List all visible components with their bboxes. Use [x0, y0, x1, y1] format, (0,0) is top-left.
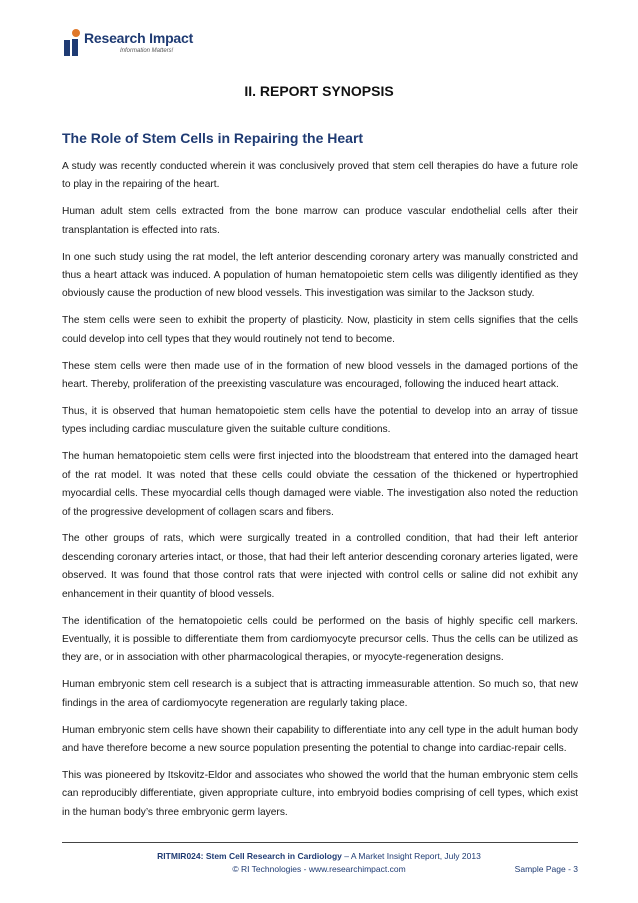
paragraph: These stem cells were then made use of in the formation of new blood vessels in the damaged portions of the heart. Thereby, proliferation of the preexisting vasculature was encouraged, following the induced heart attack.	[62, 360, 578, 391]
footer-copyright: © RI Technologies - www.researchimpact.com	[232, 864, 406, 874]
research-impact-logo	[62, 24, 202, 64]
footer-report-meta: – A Market Insight Report, July 2013	[344, 851, 481, 861]
body-content	[62, 158, 578, 831]
logo-mark-icon	[62, 28, 82, 58]
footer-divider	[62, 842, 578, 843]
paragraph: Human embryonic stem cell research is a subject that is attracting immeasurable attention. So much so, that new findings in the area of cardiomyocyte regeneration are regularly taking place.	[62, 679, 578, 709]
paragraph: Thus, it is observed that human hematopoietic stem cells have the potential to develop into an array of tissue types including cardiac musculature given the suitable culture conditions.	[62, 405, 578, 436]
paragraph: The identification of the hematopoietic cells could be performed on the basis of highly specific cell markers. Eventually, it is possible to differentiate them from cardiomyocyte precursor cells. Thus the cells can be utilized as they are, or in association with other pharmacological therapies, or myocyte-regeneration designs.	[62, 615, 578, 664]
footer-report-code: RITMIR024: Stem Cell Research in Cardiology	[157, 851, 342, 861]
footer-page-number: Sample Page - 3	[514, 864, 578, 874]
logo-name: Research Impact	[84, 30, 194, 46]
paragraph: A study was recently conducted wherein it was conclusively proved that stem cell therapies do have a future role to play in the repairing of the heart.	[62, 161, 578, 191]
paragraph: The human hematopoietic stem cells were first injected into the bloodstream that entered into the damaged heart of the rat model. It was noted that these cells could obviate the cessation of the thickened or hypertrophied myocardial cells. These myocardial cells though damaged were viable. The investigation also noted the reduction of the progressive development of collagen scars and fibers.	[62, 451, 578, 518]
footer-report-line	[0, 851, 638, 861]
page-title: II. REPORT SYNOPSIS	[244, 83, 394, 99]
paragraph: Human embryonic stem cells have shown their capability to differentiate into any cell type in the adult human body and have therefore become a new source population presenting the potential to change into cardiac-repair cells.	[62, 724, 578, 754]
paragraph: The stem cells were seen to exhibit the property of plasticity. Now, plasticity in stem cells signifies that the cells could develop into cell types that they would routinely not tend to become.	[62, 315, 578, 345]
paragraph: This was pioneered by Itskovitz-Eldor and associates who showed the world that the human embryonic stem cells can reproducibly differentiate, given appropriate culture, into embryoid bodies comprising of cell types, which exist in the human body’s three embryonic germ layers.	[62, 769, 578, 818]
paragraph: In one such study using the rat model, the left anterior descending coronary artery was manually constricted and thus a heart attack was induced. A population of human hematopoietic stem cells was diligently identified as they obviously cause the production of new blood vessels. This investigation was similar to the Jackson study.	[62, 251, 578, 300]
paragraph: The other groups of rats, which were surgically treated in a controlled condition, that had their left anterior descending coronary arteries intact, or those, that had their left anterior descending coronary arteries ligated, were observed. It was found that those control rats that were injected with control cells or saline did not exhibit any enhancement in their quantity of blood vessels.	[62, 533, 578, 600]
paragraph: Human adult stem cells extracted from the bone marrow can produce vascular endothelial cells after their transplantation is effected into rats.	[62, 206, 578, 236]
section-heading: The Role of Stem Cells in Repairing the Heart	[62, 130, 364, 146]
logo-tagline: Information Matters!	[120, 48, 174, 54]
